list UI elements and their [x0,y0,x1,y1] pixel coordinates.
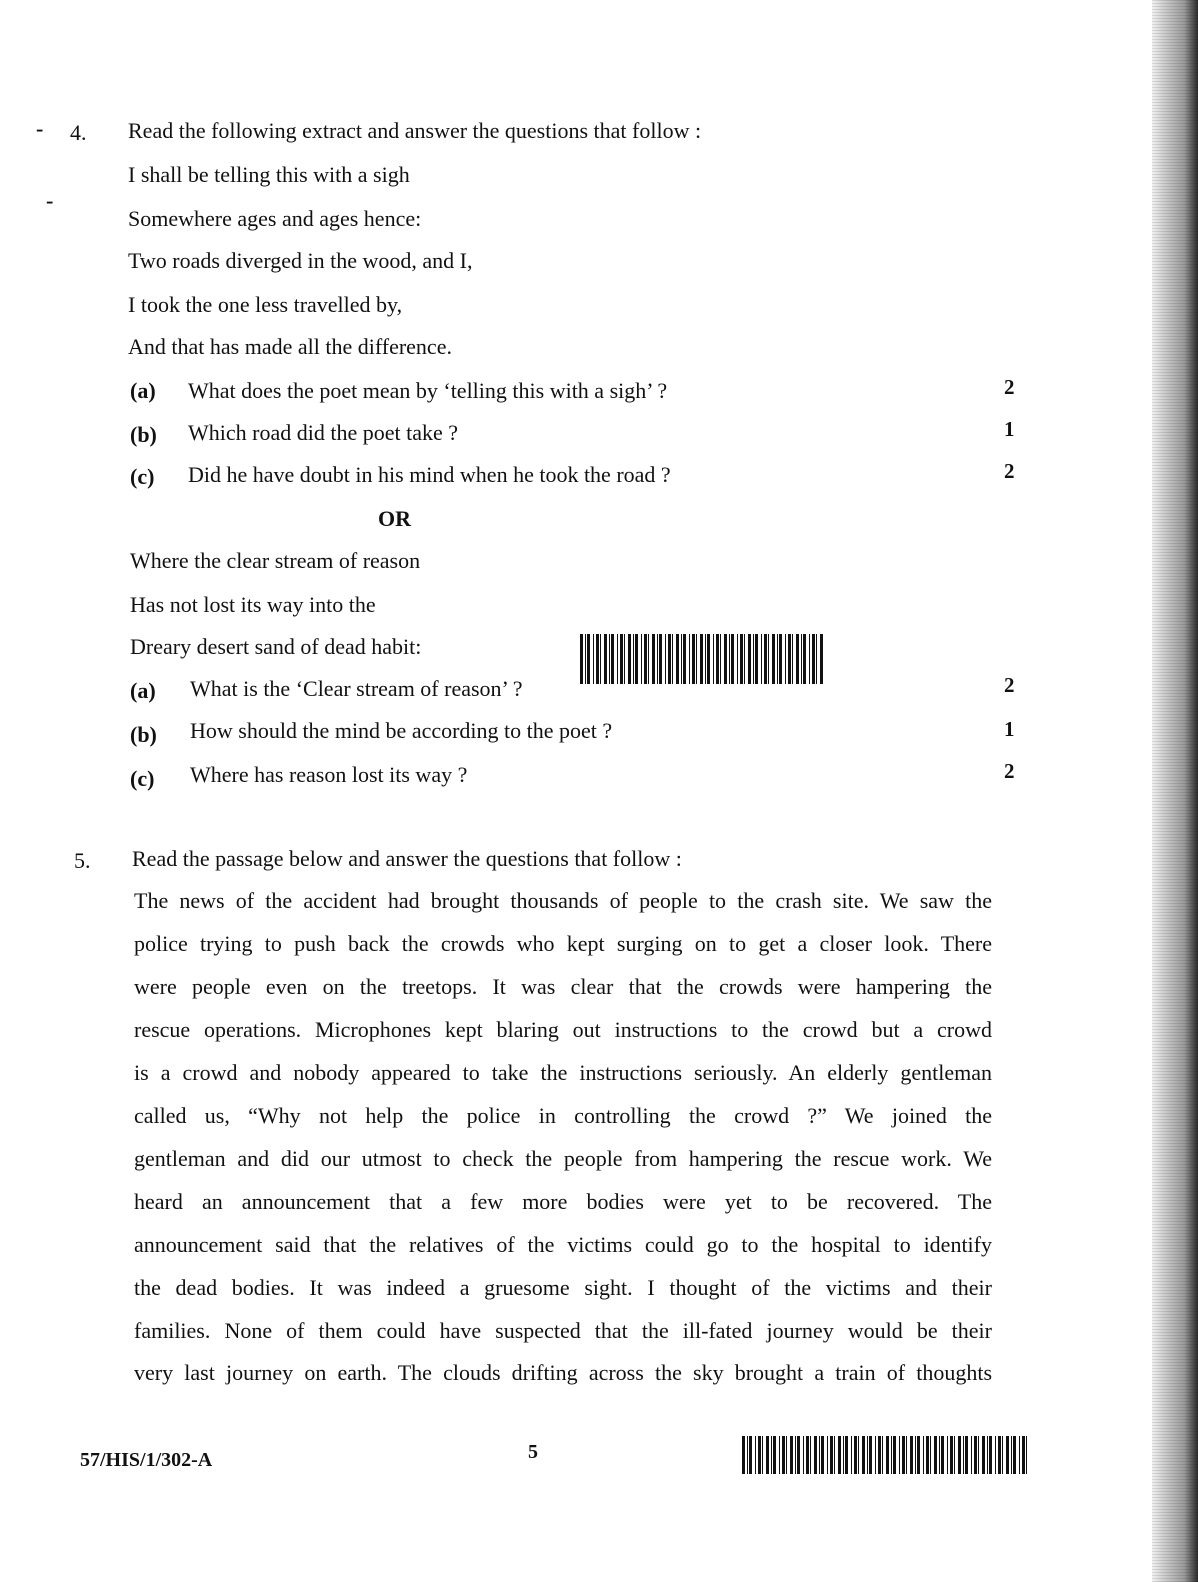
poem-line: Two roads diverged in the wood, and I, [128,248,473,273]
question-number: 5. [74,848,91,873]
scanned-page-edge [1152,0,1198,1582]
subquestion-label: (a) [130,678,156,703]
subquestion-text: What is the ‘Clear stream of reason’ ? [190,676,523,701]
subquestion-label: (c) [130,464,155,489]
passage-line: were people even on the treetops. It was clear that the crowds were hampering the [134,974,992,999]
poem-line: Where the clear stream of reason [130,548,421,573]
paper-code: 57/HIS/1/302-A [80,1449,213,1471]
subquestion-label: (b) [130,422,157,447]
subquestion-text: Where has reason lost its way ? [190,762,468,787]
subquestion-text: How should the mind be according to the poet ? [190,718,613,743]
passage-line: families. None of them could have suspected that the ill-fated journey would be their [134,1318,992,1343]
marks: 1 [1004,717,1015,741]
passage-line: police trying to push back the crowds who kept surging on to get a closer look. There [134,931,992,956]
marks: 2 [1004,759,1015,783]
passage-line: gentleman and did our utmost to check the people from hampering the rescue work. We [134,1146,992,1171]
subquestion-label: (a) [130,378,156,403]
barcode-image [580,634,824,684]
passage-line: rescue operations. Microphones kept blaring out instructions to the crowd but a crowd [134,1017,992,1042]
subquestion-label: (c) [130,766,155,791]
question-instruction: Read the following extract and answer the questions that follow : [128,118,702,143]
margin-mark: - [46,188,54,213]
poem-line: Somewhere ages and ages hence: [128,206,422,231]
poem-line: Has not lost its way into the [130,592,376,617]
poem-line: Dreary desert sand of dead habit: [130,634,422,659]
question-number: 4. [70,120,87,145]
poem-line: I shall be telling this with a sigh [128,162,410,187]
passage-line: The news of the accident had brought thousands of people to the crash site. We saw the [134,888,992,913]
passage-line: heard an announcement that a few more bodies were yet to be recovered. The [134,1189,992,1214]
subquestion-label: (b) [130,722,157,747]
passage-line: is a crowd and nobody appeared to take the instructions seriously. An elderly gentleman [134,1060,992,1085]
poem-line: I took the one less travelled by, [128,292,403,317]
subquestion-text: What does the poet mean by ‘telling this with a sigh’ ? [188,378,668,403]
passage-line: called us, “Why not help the police in controlling the crowd ?” We joined the [134,1103,992,1128]
marks: 2 [1004,673,1015,697]
or-divider: OR [378,506,411,531]
passage-line: very last journey on earth. The clouds drifting across the sky brought a train of thoughts [134,1360,992,1385]
subquestion-text: Did he have doubt in his mind when he took the road ? [188,462,671,487]
page-number: 5 [528,1441,538,1463]
margin-mark: - [36,116,44,141]
passage-line: the dead bodies. It was indeed a gruesome sight. I thought of the victims and their [134,1275,992,1300]
poem-line: And that has made all the difference. [128,334,452,359]
marks: 2 [1004,375,1015,399]
footer-barcode-image [742,1436,1030,1474]
subquestion-text: Which road did the poet take ? [188,420,459,445]
marks: 1 [1004,417,1015,441]
marks: 2 [1004,459,1015,483]
passage-line: announcement said that the relatives of the victims could go to the hospital to identify [134,1232,992,1257]
question-instruction: Read the passage below and answer the questions that follow : [132,846,682,871]
